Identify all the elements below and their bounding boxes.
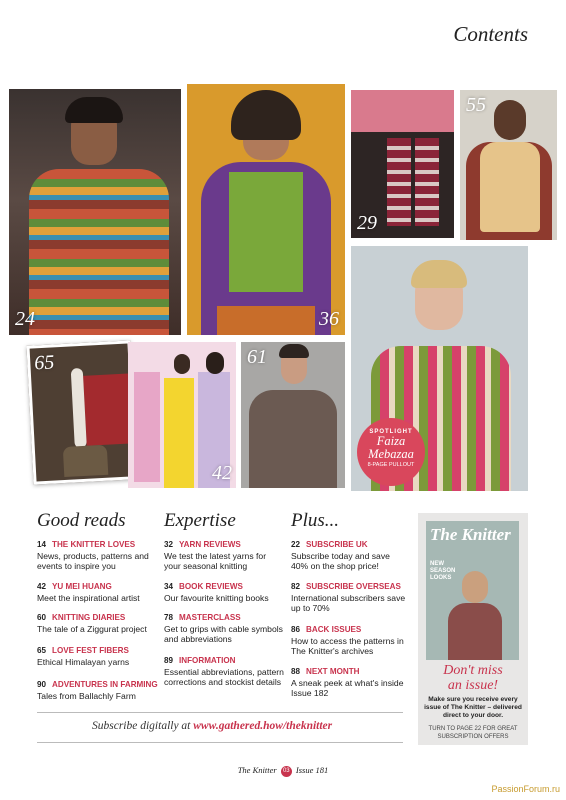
page-number-label: 55	[466, 94, 486, 116]
spotlight-note: 8-PAGE PULLOUT	[367, 462, 415, 468]
toc-page-number: 86	[291, 625, 301, 634]
page-title: Contents	[453, 22, 528, 46]
toc-description: We test the latest yarns for your seasonal knitting	[164, 550, 267, 572]
footer-issue: Issue 181	[295, 765, 329, 775]
footer-magazine: The Knitter	[237, 765, 277, 775]
page-number-label: 61	[247, 346, 267, 368]
toc-description: Tales from Ballachly Farm	[37, 690, 136, 701]
subscription-ad[interactable]	[418, 513, 528, 745]
page-number-label: 24	[15, 308, 35, 330]
toc-description: News, products, patterns and events to inspire you	[37, 550, 149, 572]
toc-description: Meet the inspirational artist	[37, 592, 140, 603]
photo-green-purple-sweater	[187, 84, 345, 335]
spotlight-badge	[357, 418, 425, 486]
toc-entry[interactable]	[37, 613, 159, 634]
toc-title: BOOK REVIEWS	[179, 582, 243, 591]
divider	[37, 742, 403, 743]
toc-title: INFORMATION	[179, 656, 236, 665]
magazine-cover	[426, 521, 519, 660]
toc-description: Our favourite knitting books	[164, 592, 269, 603]
toc-description: Get to grips with cable symbols and abbreviations	[164, 623, 283, 645]
page-number-label: 42	[212, 462, 232, 484]
toc-description: Ethical Himalayan yarns	[37, 656, 130, 667]
cover-line: NEW SEASON LOOKS	[430, 561, 456, 581]
photo-colourful-models	[128, 342, 236, 488]
toc-description: Subscribe today and save 40% on the shop price!	[291, 550, 390, 572]
ad-headline-line1: Don't miss	[443, 663, 503, 678]
watermark: PassionForum.ru	[491, 784, 560, 794]
toc-description: A sneak peek at what's inside Issue 182	[291, 677, 404, 699]
toc-entry[interactable]	[164, 613, 284, 645]
toc-page-number: 88	[291, 667, 301, 676]
footer-page-number: 03	[281, 766, 292, 777]
toc-entry[interactable]	[37, 540, 159, 572]
toc-entry[interactable]	[291, 582, 409, 614]
toc-entry[interactable]	[291, 625, 409, 657]
toc-page-number: 22	[291, 540, 301, 549]
toc-entry[interactable]	[37, 680, 163, 701]
photo-brown-textured-sweater	[241, 342, 345, 488]
ad-cta: TURN TO PAGE 22 FOR GREAT SUBSCRIPTION OFFERS	[428, 726, 518, 740]
heading-good-reads: Good reads	[37, 510, 126, 531]
toc-page-number: 65	[37, 646, 47, 655]
toc-title: SUBSCRIBE OVERSEAS	[306, 582, 401, 591]
toc-title: THE KNITTER LOVES	[52, 540, 136, 549]
subscribe-link[interactable]: www.gathered.how/theknitter	[193, 720, 333, 732]
toc-title: SUBSCRIBE UK	[306, 540, 368, 549]
toc-page-number: 60	[37, 613, 47, 622]
toc-title: BACK ISSUES	[306, 625, 362, 634]
toc-title: KNITTING DIARIES	[52, 613, 126, 622]
ad-headline	[418, 663, 528, 693]
toc-entry[interactable]	[164, 540, 284, 572]
toc-entry[interactable]	[164, 582, 284, 603]
toc-page-number: 14	[37, 540, 47, 549]
toc-title: MASTERCLASS	[179, 613, 241, 622]
heading-expertise: Expertise	[164, 510, 236, 531]
toc-entry[interactable]	[291, 540, 409, 572]
toc-page-number: 82	[291, 582, 301, 591]
spotlight-kicker: SPOTLIGHT	[369, 429, 413, 435]
ad-body: Make sure you receive every issue of The Knitter – delivered direct to your door.	[424, 696, 522, 719]
spotlight-name-first: Faiza	[376, 434, 406, 448]
toc-title: LOVE FEST FIBERS	[52, 646, 129, 655]
toc-page-number: 89	[164, 656, 174, 665]
photo-zigzag-sweater	[9, 89, 181, 335]
cover-title: The Knitter	[430, 525, 511, 544]
heading-plus: Plus...	[291, 510, 340, 531]
spotlight-name-last: Mebazaa	[368, 447, 414, 461]
subscribe-digitally	[92, 720, 332, 732]
toc-page-number: 42	[37, 582, 47, 591]
page-number-label: 65	[33, 351, 55, 375]
photo-socks	[351, 90, 454, 238]
toc-page-number: 90	[37, 680, 47, 689]
toc-entry[interactable]	[37, 646, 159, 667]
page-footer	[0, 765, 566, 777]
toc-entry[interactable]	[164, 656, 284, 688]
page-number-label: 29	[357, 212, 377, 234]
toc-page-number: 78	[164, 613, 174, 622]
toc-title: YARN REVIEWS	[179, 540, 241, 549]
toc-title: YU MEI HUANG	[52, 582, 112, 591]
toc-description: How to access the patterns in The Knitter's archives	[291, 635, 404, 657]
toc-description: International subscribers save up to 70%	[291, 592, 406, 614]
divider	[37, 712, 403, 713]
toc-title: ADVENTURES IN FARMING	[52, 680, 158, 689]
toc-page-number: 34	[164, 582, 174, 591]
toc-entry[interactable]	[37, 582, 159, 603]
toc-description: The tale of a Ziggurat project	[37, 623, 147, 634]
subscribe-text: Subscribe digitally at	[92, 720, 191, 732]
photo-spinning-fiber	[26, 340, 137, 484]
toc-page-number: 32	[164, 540, 174, 549]
photo-cream-vest	[460, 90, 557, 240]
ad-headline-line2: an issue!	[447, 678, 499, 693]
page-number-label: 36	[319, 308, 339, 330]
toc-title: NEXT MONTH	[306, 667, 360, 676]
toc-entry[interactable]	[291, 667, 409, 699]
toc-description: Essential abbreviations, pattern corrections and stockist details	[164, 666, 284, 688]
